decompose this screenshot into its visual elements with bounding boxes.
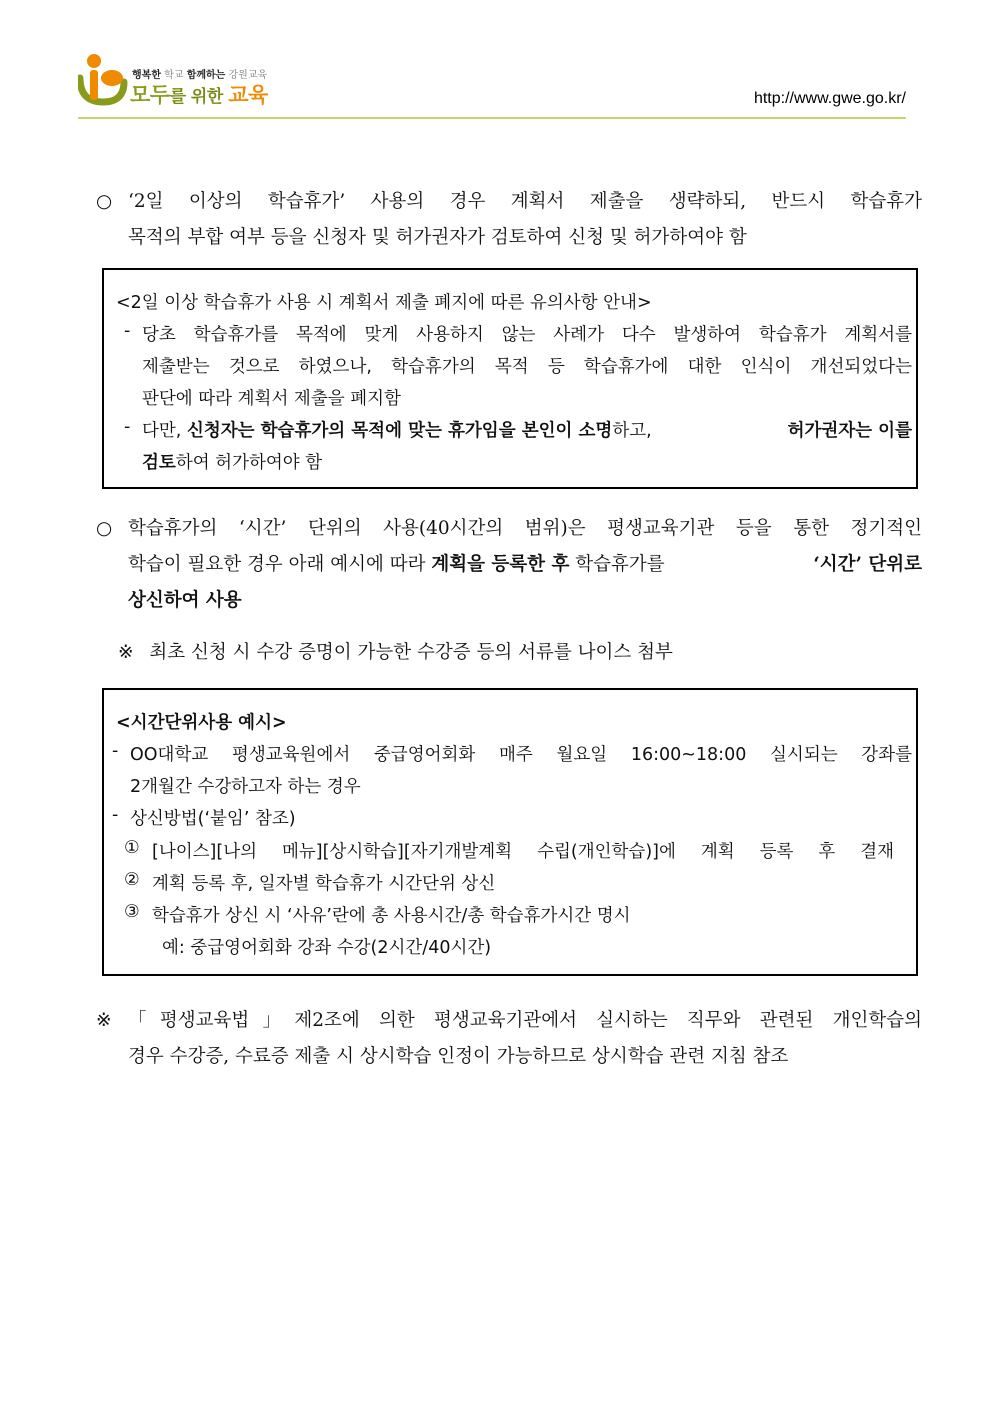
site-url: http://www.gwe.go.kr/ <box>753 90 906 107</box>
logo-person-icon <box>78 52 128 108</box>
step3-text: 학습휴가 상신 시 ‘사유’란에 총 사용시간/총 학습휴가시간 명시 <box>152 906 631 926</box>
section-2day-leave <box>96 184 922 256</box>
bullet: ○ <box>96 518 113 539</box>
step3-example: 예: 중급영어회화 강좌 수강(2시간/40시간) <box>162 938 492 958</box>
box1-item2-line2: 검토하여 허가하여야 함 <box>142 453 323 473</box>
section-hourly-leave <box>96 511 922 619</box>
step2-text: 계획 등록 후, 일자별 학습휴가 시간단위 상신 <box>152 874 496 894</box>
step3-number: ③ <box>124 902 140 922</box>
note-mark: ※ <box>118 642 134 663</box>
section2-line3: 상신하여 사용 <box>128 590 242 611</box>
logo-tagline: 행복한 학교 함께하는 강원교육 <box>132 70 268 81</box>
box1-dash: - <box>124 417 131 437</box>
logo <box>78 52 278 112</box>
section1-line2: 목적의 부합 여부 등을 신청자 및 허가권자가 검토하여 신청 및 허가하여야 함 <box>128 227 747 248</box>
box1-item1-line1: 당초 학습휴가를 목적에 맞게 사용하지 않는 사례가 다수 발생하여 학습휴가 계획서를 <box>142 325 912 345</box>
footer-note <box>96 1003 922 1075</box>
section2-note: ※ 최초 신청 시 수강 증명이 가능한 수강증 등의 서류를 나이스 첨부 <box>118 642 673 663</box>
box1-item1-line3: 판단에 따라 계획서 제출을 폐지함 <box>142 389 401 409</box>
box2-example-line2: 2개월간 수강하고자 하는 경우 <box>130 777 361 797</box>
box2-title: <시간단위사용 예시> <box>116 713 287 733</box>
step1-number: ① <box>124 838 140 858</box>
section1-line1: ‘2일 이상의 학습휴가’ 사용의 경우 계획서 제출을 생략하되, 반드시 학습휴가 <box>128 191 922 212</box>
box2-example-line1: OO대학교 평생교육원에서 중급영어회화 매주 월요일 16:00~18:00 실시되는 강좌를 <box>130 745 912 765</box>
box1-title: <2일 이상 학습휴가 사용 시 계획서 제출 폐지에 따른 유의사항 안내> <box>116 293 652 313</box>
section2-line2: 학습이 필요한 경우 아래 예시에 따라 계획을 등록한 후 학습휴가를 ‘시간’ 단위로 <box>128 554 922 575</box>
box1-dash: - <box>124 321 131 341</box>
box1-item2-line1: 다만, 신청자는 학습휴가의 목적에 맞는 휴가임을 본인이 소명하고, 허가권자는 이를 <box>142 421 912 441</box>
section2-line1: 학습휴가의 ‘시간’ 단위의 사용(40시간의 범위)은 평생교육기관 등을 통한 정기적인 <box>128 518 922 539</box>
example-box-hourly <box>102 688 918 976</box>
step1-text: [나이스][나의 메뉴][상시학습][자기개발계획 수립(개인학습)]에 계획 등록 후 결재 <box>152 842 894 862</box>
box2-dash: - <box>112 741 119 761</box>
header-divider <box>78 117 906 119</box>
notice-box-plan-abolished <box>102 268 918 489</box>
footer-note-line2: 경우 수강증, 수료증 제출 시 상시학습 인정이 가능하므로 상시학습 관련 지침 참조 <box>128 1046 789 1067</box>
box2-dash: - <box>112 805 119 825</box>
note-mark: ※ <box>96 1010 112 1031</box>
step2-number: ② <box>124 870 140 890</box>
box2-method: 상신방법(‘붙임’ 참조) <box>130 809 296 829</box>
logo-wordmark: 모두를 위한 교육 <box>130 83 268 107</box>
footer-note-line1: 「평생교육법」제2조에 의한 평생교육기관에서 실시하는 직무와 관련된 개인학습의 <box>128 1010 922 1031</box>
bullet: ○ <box>96 191 113 212</box>
box1-item1-line2: 제출받는 것으로 하였으나, 학습휴가의 목적 등 학습휴가에 대한 인식이 개선되었다는 <box>142 357 912 377</box>
